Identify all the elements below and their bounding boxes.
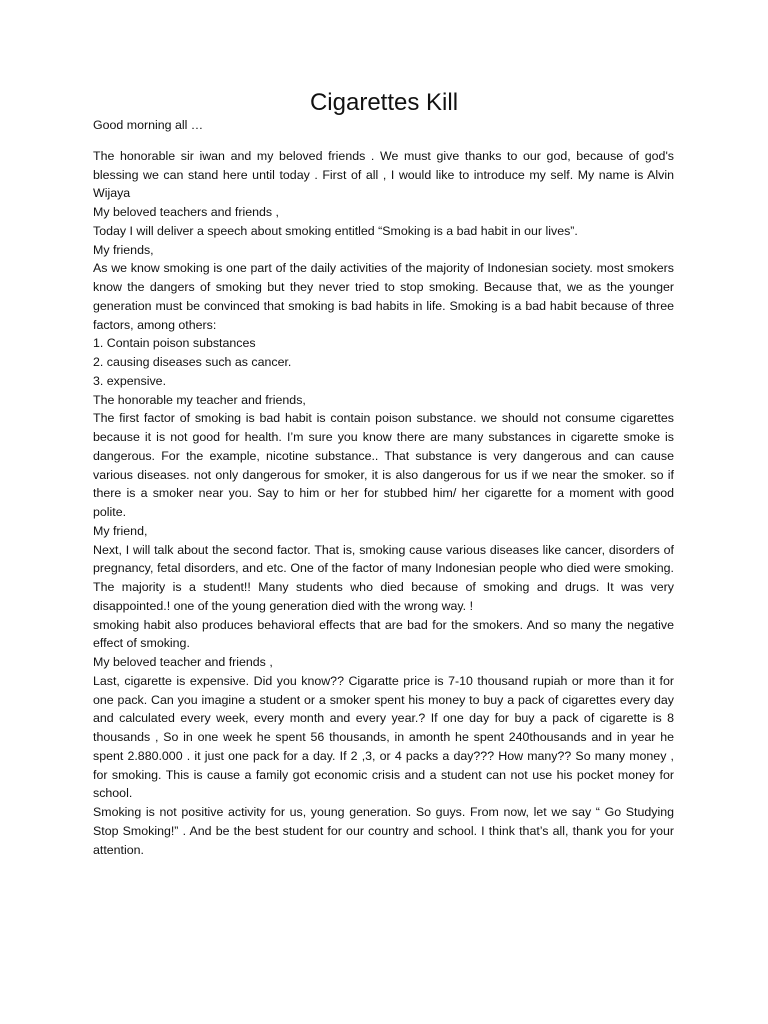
address-paragraph: My friend,	[93, 523, 148, 538]
body-paragraph: Next, I will talk about the second factor. That is, smoking cause various diseases like cancer, disorders of pregnancy, fetal disorders, and etc. One of the factor of many Indonesian people who died were smoking. The majority is a student!! Many students who died because of smoking and drugs. It was very disappointed.! one of the young generation died with the wrong way. !	[93, 542, 674, 613]
body-paragraph: As we know smoking is one part of the daily activities of the majority of Indonesian society. most smokers know the dangers of smoking but they never tried to stop smoking. Because that, we as the younger generation must be convinced that smoking is bad habits in life. Smoking is a bad habit because of three factors, among others:	[93, 261, 674, 332]
list-item: 1. Contain poison substances	[93, 336, 256, 351]
address-paragraph: The honorable my teacher and friends,	[93, 392, 306, 407]
body-paragraph: smoking habit also produces behavioral effects that are bad for the smokers. And so many the negative effect of smoking.	[93, 617, 674, 651]
address-paragraph: My beloved teachers and friends ,	[93, 205, 279, 219]
closing-paragraph: Smoking is not positive activity for us, young generation. So guys. From now, let we say “ Go Studying Stop Smoking!” . And be the best student for our country and school. I think that’s all, thank you for your attention.	[93, 805, 674, 857]
address-paragraph: My friends,	[93, 242, 154, 257]
document-body	[93, 116, 674, 859]
body-paragraph: Last, cigarette is expensive. Did you know?? Cigaratte price is 7-10 thousand rupiah or more than it for one pack. Can you imagine a student or a smoker spent his money to buy a pack of cigarettes every day and calculated every week, every month and every year.? If one day for buy a pack of cigarette is 8 thousands , So in one week he spent 56 thousands, in amonth he spent 240thousands and in year he spent 2.880.000 . it just one pack for a day. If 2 ,3, or 4 packs a day??? How many?? So many money , for smoking. This is cause a family got economic crisis and a student can not use his pocket money for school.	[93, 673, 674, 801]
page-title: Cigarettes Kill	[309, 89, 459, 116]
address-paragraph: My beloved teacher and friends ,	[93, 655, 273, 669]
list-item: 3. expensive.	[93, 373, 167, 388]
list-item: 2. causing diseases such as cancer.	[93, 355, 292, 369]
body-paragraph: The first factor of smoking is bad habit is contain poison substance. we should not consume cigarettes because it is not good for health. I’m sure you know there are many substances in cigarette smoke is dangerous. For the example, nicotine substance.. That substance is very dangerous and can cause various diseases. not only dangerous for smoker, it is also dangerous for us if we near the smoker. so if there is a smoker near you. Say to him or her for stubbed him/ her cigarette for a moment with good polite.	[93, 411, 674, 519]
topic-paragraph: Today I will deliver a speech about smoking entitled “Smoking is a bad habit in our lives”.	[93, 223, 578, 238]
greeting-paragraph: Good morning all …	[93, 118, 204, 132]
intro-paragraph: The honorable sir iwan and my beloved friends . We must give thanks to our god, because of god's blessing we can stand here until today . First of all , I would like to introduce my self. My name is Alvin Wijaya	[93, 148, 674, 201]
